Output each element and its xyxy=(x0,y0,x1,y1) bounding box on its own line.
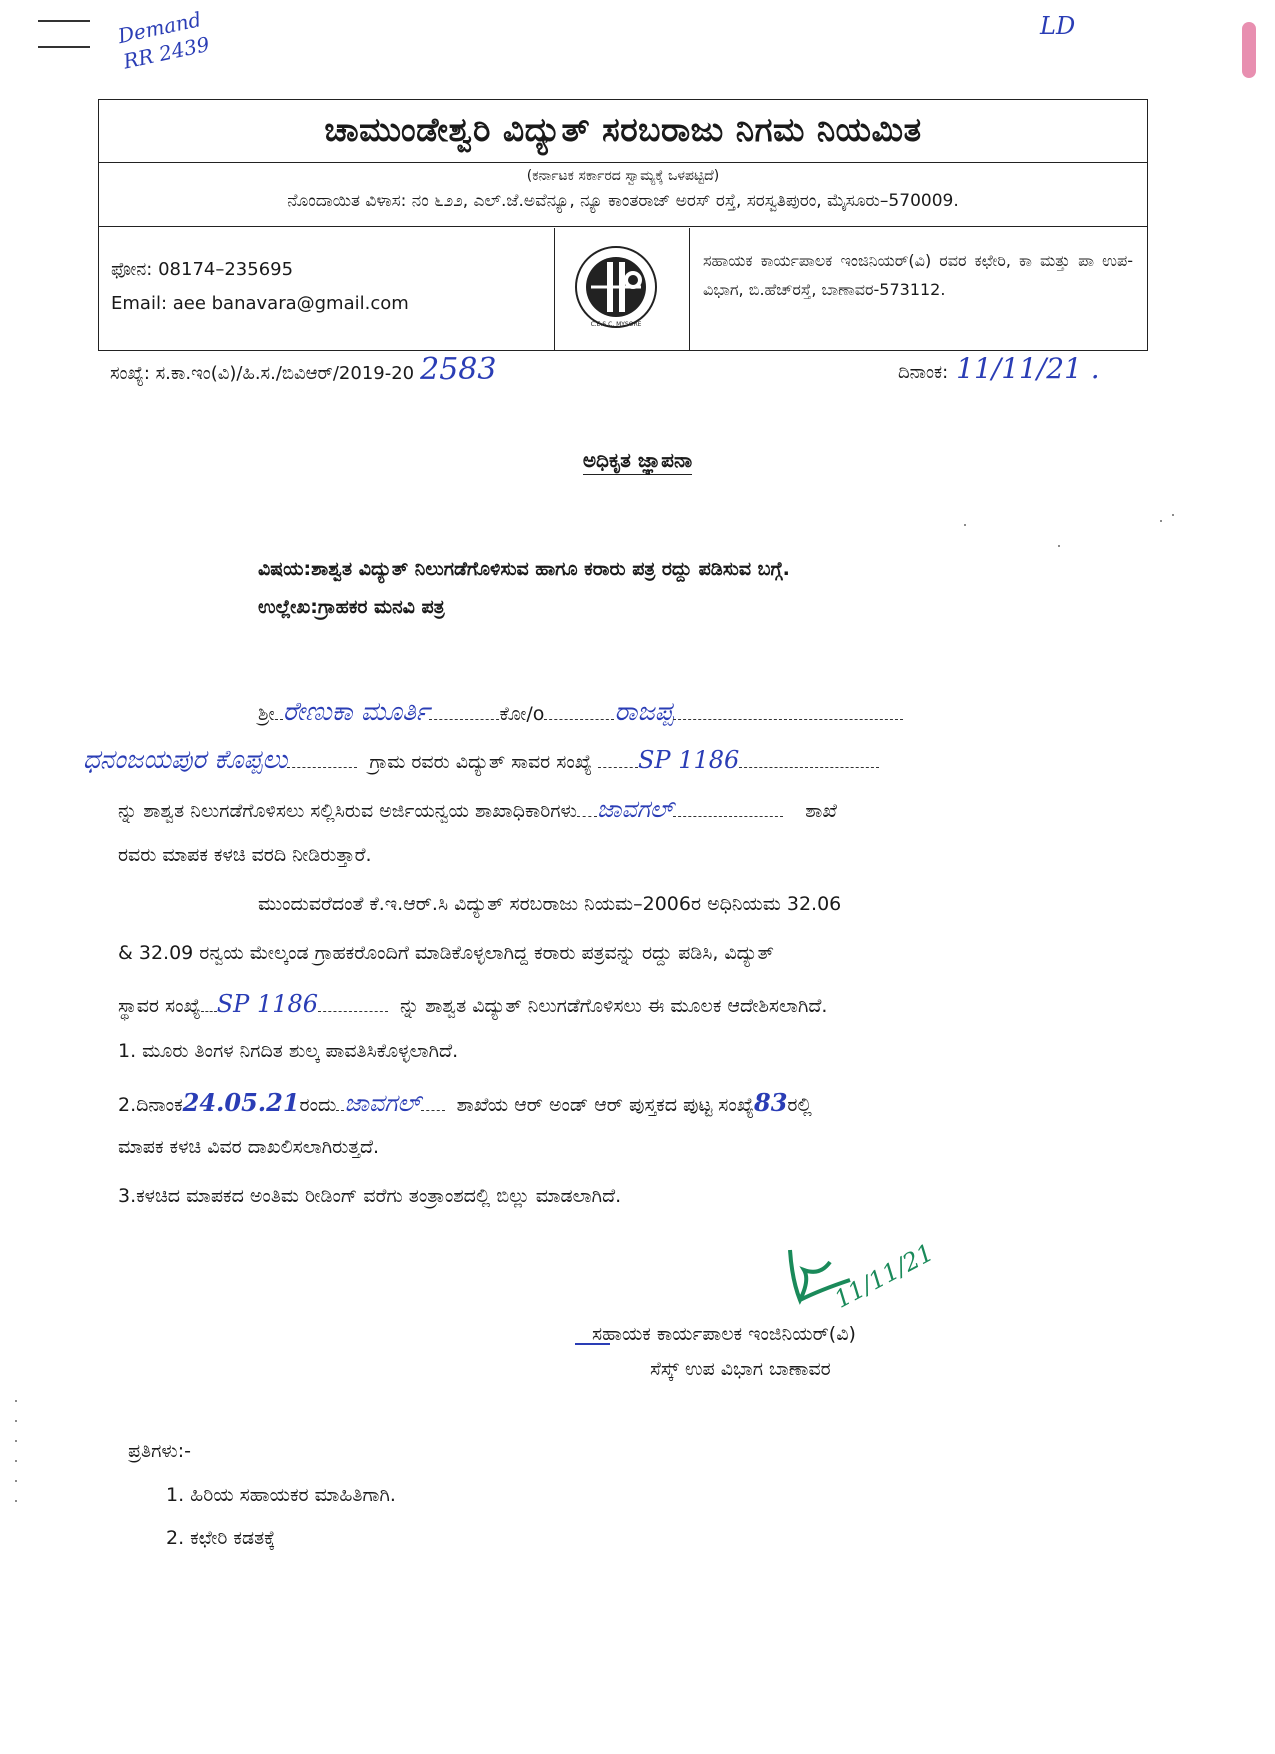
signatory-office: ಸೆಸ್ಕ್ ಉಪ ವಿಭಾಗ ಬಾಣಾವರ xyxy=(650,1358,831,1380)
reference-date: ದಿನಾಂಕ: 11/11/21 . xyxy=(898,352,1100,385)
office-address: ಸಹಾಯಕ ಕಾರ್ಯಪಾಲಕ ಇಂಜಿನಿಯರ್(ವಿ) ರವರ ಕಛೇರಿ, ಕಾ ಮತ್ತು ಪಾ ಉಪ-ವಿಭಾಗ, ಬಿ.ಹೆಚ್‌ರಸ್ತೆ, ಬಾಣಾವರ-573112. xyxy=(703,251,1133,299)
body-line-4: ರವರು ಮಾಪಕ ಕಳಚಿ ವರದಿ ನೀಡಿರುತ್ತಾರೆ. xyxy=(118,844,372,866)
subject-line: ವಿಷಯ:ಶಾಶ್ವತ ವಿದ್ಯುತ್ ನಿಲುಗಡೆಗೊಳಿಸುವ ಹಾಗೂ ಕರಾರು ಪತ್ರ ರದ್ದು ಪಡಿಸುವ ಬಗ್ಗೆ. xyxy=(258,558,790,580)
village-name-hw: ಧನಂಜಯಪುರ ಕೊಪ್ಪಲು xyxy=(83,745,288,775)
copies-label: ಪ್ರತಿಗಳು:- xyxy=(128,1440,191,1462)
list-item-2: 2.ದಿನಾಂಕ24.05.21ರಂದು ಜಾವಗಲ್ ಶಾಖೆಯ ಆರ್ ಅಂಡ್ ಆರ್ ಪುಸ್ತಕದ ಪುಟ್ಟ ಸಂಖ್ಯೆ83ರಲ್ಲಿ xyxy=(118,1088,812,1117)
scan-mark xyxy=(38,46,90,48)
document-heading: ಅಧಿಕೃತ ಜ್ಞಾಪನಾ xyxy=(0,448,1275,472)
para2-line-1: ಮುಂದುವರೆದಂತೆ ಕೆ.ಇ.ಆರ್.ಸಿ ವಿದ್ಯುತ್ ಸರಬರಾಜು ನಿಯಮ–2006ರ ಅಧಿನಿಯಮ 32.06 xyxy=(258,893,842,915)
body-line-2: ಧನಂಜಯಪುರ ಕೊಪ್ಪಲು ಗ್ರಾಮ ರವರು ವಿದ್ಯುತ್ ಸಾವರ ಸಂಖ್ಯೆ SP 1186 xyxy=(83,745,879,776)
edge-mark xyxy=(1242,22,1256,78)
list-item-2-cont: ಮಾಪಕ ಕಳಚಿ ವಿವರ ದಾಖಲಿಸಲಾಗಿರುತ್ತದೆ. xyxy=(118,1136,380,1158)
scan-mark xyxy=(38,20,90,22)
copy-item-1: 1. ಹಿರಿಯ ಸಹಾಯಕರ ಮಾಹಿತಿಗಾಗಿ. xyxy=(166,1484,396,1506)
reference-number-hw: 2583 xyxy=(420,352,497,387)
section-name-hw-2: ಜಾವಗಲ್ xyxy=(344,1089,421,1117)
section-name-hw: ಜಾವಗಲ್ xyxy=(596,795,674,823)
org-subtitle: (ಕರ್ನಾಟಕ ಸರ್ಕಾರದ ಸ್ವಾಮ್ಯಕ್ಕೆ ಒಳಪಟ್ಟಿದೆ) xyxy=(526,168,720,184)
cesc-logo-icon xyxy=(571,242,661,332)
reference-line: ಉಲ್ಲೇಖ:ಗ್ರಾಹಕರ ಮನವಿ ಪತ್ರ xyxy=(258,596,445,618)
signature-date-hw: 11/11/21 xyxy=(829,1238,939,1314)
margin-note-right: LD xyxy=(1040,12,1076,40)
disconnection-date-hw: 24.05.21 xyxy=(182,1088,300,1117)
reference-date-hw: 11/11/21 . xyxy=(956,352,1100,385)
installation-number-hw-2: SP 1186 xyxy=(216,990,319,1018)
para2-line-2: & 32.09 ರನ್ವಯ ಮೇಲ್ಕಂಡ ಗ್ರಾಹಕರೊಂದಿಗೆ ಮಾಡಿಕೊಳ್ಳಲಾಗಿದ್ದ ಕರಾರು ಪತ್ರವನ್ನು ರದ್ದು ಪಡಿಸಿ, ವಿದ್ಯುತ್ xyxy=(118,942,774,964)
letterhead xyxy=(98,99,1148,351)
body-line-3: ನ್ನು ಶಾಶ್ವತ ನಿಲುಗಡೆಗೊಳಿಸಲು ಸಲ್ಲಿಸಿರುವ ಅರ್ಜಿಯನ್ವಯ ಶಾಖಾಧಿಕಾರಿಗಳು ಜಾವಗಲ್ ಶಾಖೆ xyxy=(118,795,837,823)
list-item-3: 3.ಕಳಚಿದ ಮಾಪಕದ ಅಂತಿಮ ರೀಡಿಂಗ್ ವರೆಗು ತಂತ್ರಾಂಶದಲ್ಲಿ ಬಿಲ್ಲು ಮಾಡಲಾಗಿದೆ. xyxy=(118,1185,622,1207)
installation-number-hw: SP 1186 xyxy=(637,746,740,774)
contact-block xyxy=(111,253,409,321)
signatory-designation: ಸಹಾಯಕ ಕಾರ್ಯಪಾಲಕ ಇಂಜಿನಿಯರ್(ವಿ) xyxy=(592,1323,856,1345)
margin-note-left: Demand RR 2439 xyxy=(115,7,212,74)
registered-address: ನೊಂದಾಯಿತ ವಿಳಾಸ: ನಂ ೬೨೨, ಎಲ್.ಜೆ.ಅವೆನ್ಯೂ, ನ್ಯೂ ಕಾಂತರಾಜ್ ಅರಸ್ ರಸ್ತೆ, ಸರಸ್ವತಿಪುರಂ, ಮೈಸೂರು–570009. xyxy=(287,191,959,211)
phone-number: ಫೋನ: 08174–235695 xyxy=(111,259,294,280)
org-name: ಚಾಮುಂಡೇಶ್ವರಿ ವಿದ್ಯುತ್ ಸರಬರಾಜು ನಿಗಮ ನಿಯಮಿತ xyxy=(324,110,922,149)
reference-number: ಸಂಖ್ಯೆ: ಸ.ಕಾ.ಇಂ(ವಿ)/ಹಿ.ಸ./ಬಿವಿಆರ್/2019-20 2583 xyxy=(110,352,497,387)
page-number-hw: 83 xyxy=(754,1088,788,1117)
list-item-1: 1. ಮೂರು ತಿಂಗಳ ನಿಗದಿತ ಶುಲ್ಕ ಪಾವತಿಸಿಕೊಳ್ಳಲಾಗಿದೆ. xyxy=(118,1040,459,1062)
para2-line-3: ಸ್ಥಾವರ ಸಂಖ್ಯೆ SP 1186 ನ್ನು ಶಾಶ್ವತ ವಿದ್ಯುತ್ ನಿಲುಗಡೆಗೊಳಿಸಲು ಈ ಮೂಲಕ ಆದೇಶಿಸಲಾಗಿದೆ. xyxy=(118,990,828,1018)
email-address: Email: aee banavara@gmail.com xyxy=(111,293,409,314)
body-line-1: ಶ್ರೀ ರೇಣುಕಾ ಮೂರ್ತಿ ಕೋ/o ರಾಜಪ್ಪ xyxy=(258,697,903,728)
consumer-name-hw: ರೇಣುಕಾ ಮೂರ್ತಿ xyxy=(282,697,430,727)
logo-caption: C.E.S.C. MYSORE xyxy=(590,321,642,328)
copy-item-2: 2. ಕಛೇರಿ ಕಡತಕ್ಕೆ xyxy=(166,1527,276,1549)
father-name-hw: ರಾಜಪ್ಪ xyxy=(614,697,674,727)
